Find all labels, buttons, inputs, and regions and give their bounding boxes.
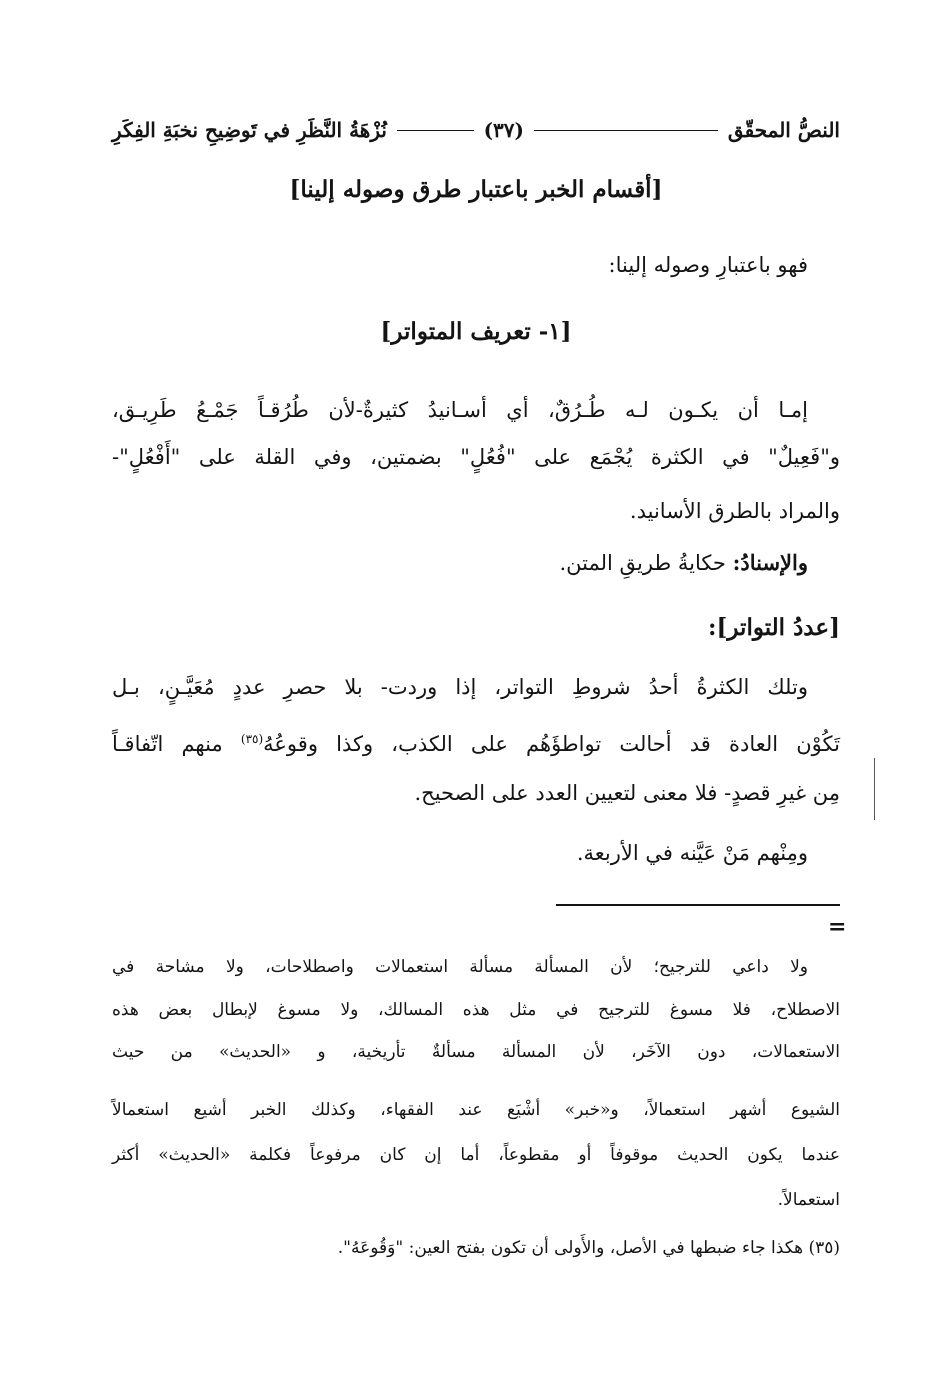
intro-line: فهو باعتبارِ وصوله إلينا: [608, 253, 808, 277]
section2-line-3: مِن غيرِ قصدٍ- فلا معنى لتعيين العدد على الصحيح. [414, 781, 840, 805]
section2-line-2 [112, 718, 840, 765]
footnote-separator [556, 904, 840, 906]
header-right-title: النصُّ المحقّق [727, 118, 840, 142]
isnad-term: والإسنادُ: [732, 550, 808, 575]
header-rule-left [397, 130, 474, 131]
running-header [112, 112, 840, 148]
section2-line-1: وتلك الكثرةُ أحدُ شروطِ التواتر، إذا وردت- بلا حصرِ عددٍ مُعَيَّـنٍ، بـل [112, 675, 808, 699]
section2-line-2-start: تَكُوْن العادة قد أحالت تواطؤَهُم على الكذب، وكذا وقوعُهُ [263, 732, 840, 756]
chapter-title: [أقسام الخبر باعتبار طرق وصوله إلينا] [289, 176, 663, 203]
section2-heading: [عددُ التواتر]: [707, 614, 840, 641]
footnote-line-1: ولا داعي للترجيح؛ لأن المسألة مسألة استعمالات واصطلاحات، ولا مشاحة في [112, 957, 808, 977]
footnote-line-3: الاستعمالات، دون الآخَر، لأن المسألة مسألةٌ تأريخية، و «الحديث» من حيث [112, 1042, 840, 1062]
footnote-35: (٣٥) هكذا جاء ضبطها في الأصل، والأَولى أن تكون بفتح العين: "وَقُوعَهُ". [337, 1238, 840, 1258]
footnote-continuation-mark: = [828, 914, 847, 940]
footnote-ref-35: (٣٥) [240, 732, 264, 746]
page-number: (٣٧) [483, 118, 524, 142]
section2-line-4: ومِنْهم مَنْ عَيَّنه في الأربعة. [576, 841, 808, 865]
header-left-title: نُزْهَةُ النَّظَرِ في تَوضِيحِ نخبَةِ الفِكَرِ [112, 118, 387, 142]
section1-line-3: والمراد بالطرق الأسانيد. [629, 499, 840, 523]
footnote-line-4: الشيوع أشهر استعمالاً، و«خبر» أشْيَع عند الفقهاء، وكذلك الخبر أشيع استعمالاً [112, 1100, 840, 1120]
isnad-definition [112, 542, 840, 584]
isnad-text: حكايةُ طريقِ المتن. [559, 551, 726, 575]
margin-mark [874, 758, 875, 820]
section2-line-2-end: منهم اتّفاقـاً [112, 732, 223, 756]
footnote-line-6: استعمالاً. [777, 1190, 840, 1210]
section1-line-1: إمـا أن يكـون لـه طُـرُقٌ، أي أسـانيدُ كثيرةٌ-لأن طُرُقـاً جَمْـعُ طَرِيـق، [112, 398, 809, 422]
section1-line-2: و"فَعِيلٌ" في الكثرة يُجْمَع على "فُعُلٍ" بضمتين، وفي القلة على "أَفْعُلٍ"- [112, 445, 840, 469]
header-rule-right [534, 130, 718, 131]
footnote-line-5: عندما يكون الحديث موقوفاً أو مقطوعاً، أما إن كان مرفوعاً فكلمة «الحديث» أكثر [112, 1145, 840, 1165]
footnote-line-2: الاصطلاح، فلا مسوغ للترجيح في مثل هذه المسالك، ولا مسوغ لإبطال بعض هذه [112, 1000, 840, 1020]
section1-heading: [١- تعريف المتواتر] [380, 318, 572, 345]
